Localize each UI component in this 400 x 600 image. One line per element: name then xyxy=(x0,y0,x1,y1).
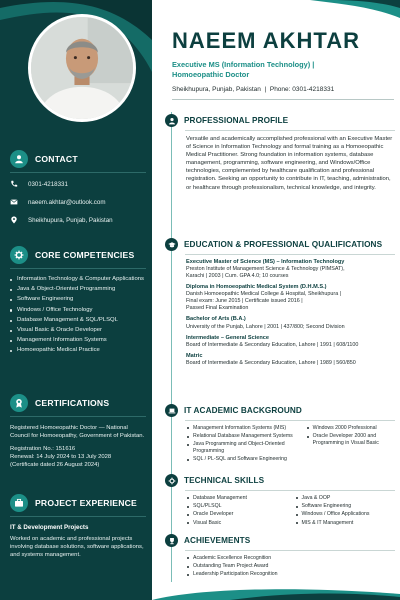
achievements-title: ACHIEVEMENTS xyxy=(184,536,251,545)
list-item: Software Engineering xyxy=(10,296,146,304)
divider xyxy=(185,130,395,131)
list-item: Oracle Developer xyxy=(186,511,287,518)
list-item: Visual Basic xyxy=(186,520,287,527)
location-pin-icon xyxy=(10,216,18,224)
graduation-cap-icon xyxy=(165,238,178,251)
education-item xyxy=(186,259,395,280)
profile-title: PROFESSIONAL PROFILE xyxy=(184,116,289,125)
header-contact-line xyxy=(172,86,334,93)
list-item: Visual Basic & Oracle Developer xyxy=(10,327,146,335)
education-section xyxy=(165,238,395,371)
education-item xyxy=(186,316,395,330)
list-item: Academic Excellence Recognition xyxy=(186,555,395,562)
certificate-date: (Certificate dated 26 August 2024) xyxy=(10,462,100,468)
title-line: Homoeopathic Doctor xyxy=(172,70,250,79)
list-item: MIS & IT Management xyxy=(295,520,396,527)
header-phone: Phone: 0301-4218331 xyxy=(269,86,335,93)
list-item: Homoeopathic Medical Practice xyxy=(10,347,146,355)
gear-icon xyxy=(165,474,178,487)
skills-section xyxy=(165,474,395,528)
list-item: Windows / Office Technology xyxy=(10,307,146,315)
laptop-icon xyxy=(165,404,178,417)
it-background-section xyxy=(165,404,395,464)
list-item: Windows / Office Applications xyxy=(295,511,396,518)
list-item: SQL/PLSQL xyxy=(186,503,287,510)
list-item: Java Programming and Object-Oriented Programming xyxy=(186,441,298,454)
certifications-title: CERTIFICATIONS xyxy=(35,398,110,408)
degree-details: Board of Intermediate & Secondary Education, Lahore | 1989 | 560/850 xyxy=(186,360,356,367)
degree-details: Danish Homoeopathic Medical College & Hospital, Sheikhupura | xyxy=(186,291,342,298)
skills-list-left xyxy=(186,495,287,528)
candidate-name: NAEEM AKHTAR xyxy=(172,28,360,53)
education-item xyxy=(186,353,395,367)
header-separator: | xyxy=(264,86,267,93)
degree-details: Board of Intermediate & Secondary Education, Lahore | 1991 | 608/1100 xyxy=(186,341,359,348)
certifications-section xyxy=(10,394,146,469)
skills-list-right xyxy=(295,495,396,528)
divider xyxy=(185,490,395,491)
list-item: Relational Database Management Systems xyxy=(186,433,298,440)
list-item: Management Information Systems xyxy=(10,337,146,345)
degree-name: Matric xyxy=(186,352,203,359)
degree-name: Intermediate – General Science xyxy=(186,334,270,341)
header-divider xyxy=(172,99,394,100)
degree-details: Karachi | 2003 | Cum. GPA 4.0; 10 courses xyxy=(186,273,289,280)
contact-section xyxy=(10,150,146,234)
project-subtitle: IT & Development Projects xyxy=(10,524,89,531)
education-item xyxy=(186,335,395,349)
renewal-period: Renewal: 14 July 2024 to 13 July 2028 xyxy=(10,454,112,460)
contact-email-text: naeem.akhtar@outlook.com xyxy=(28,198,106,206)
user-icon xyxy=(165,114,178,127)
project-title: PROJECT EXPERIENCE xyxy=(35,498,137,508)
divider xyxy=(185,550,395,551)
list-item: Windows 2000 Professional xyxy=(306,425,395,432)
project-text: Worked on academic and professional projects involving database solutions, software applications, and systems management. xyxy=(10,536,144,558)
divider xyxy=(185,254,395,255)
gear-icon xyxy=(10,246,28,264)
competencies-list xyxy=(10,276,146,355)
degree-details: Final exam: June 2015 | Certificate issued 2016 | xyxy=(186,298,303,305)
candidate-title xyxy=(172,60,372,80)
award-icon xyxy=(10,394,28,412)
divider xyxy=(10,268,146,269)
mail-icon xyxy=(10,198,18,206)
list-item: Database Management & SQL/PLSQL xyxy=(10,317,146,325)
phone-icon xyxy=(10,180,18,188)
project-section xyxy=(10,494,146,559)
list-item: Information Technology & Computer Applications xyxy=(10,276,146,284)
degree-details: Passed Final Examination xyxy=(186,305,249,312)
profile-section xyxy=(165,114,395,192)
contact-title: CONTACT xyxy=(35,154,78,164)
main-content xyxy=(152,0,400,600)
competencies-section xyxy=(10,246,146,358)
profile-photo xyxy=(28,14,136,122)
list-item: Java & Object-Oriented Programming xyxy=(10,286,146,294)
degree-details: University of the Punjab, Lahore | 2001 | 437/800; Second Division xyxy=(186,323,345,330)
sidebar xyxy=(0,0,152,600)
profile-text: Versatile and academically accomplished professional with an Executive Master of Science in Information Technology and formal training as a Homoeopathic Medical Practitioner. Strong foundation in information systems, database management, programming, software engineering, and Windows/Office technologies, complemented by healthcare qualification and professional registration. Seeking an opportunity to contribute in IT, teaching, administration, or healthcare through professionalism, technical knowledge, and integrity. xyxy=(186,136,393,191)
divider xyxy=(10,516,146,517)
list-item: Database Management xyxy=(186,495,287,502)
skills-title: TECHNICAL SKILLS xyxy=(184,476,265,485)
list-item: Management Information Systems (MIS) xyxy=(186,425,298,432)
list-item: Software Engineering xyxy=(295,503,396,510)
contact-phone[interactable] xyxy=(10,180,146,188)
it-background-list-right xyxy=(306,425,395,464)
briefcase-icon xyxy=(10,494,28,512)
registration-number: Registration No.: 151616 xyxy=(10,446,76,452)
header-location: Sheikhupura, Punjab, Pakistan xyxy=(172,86,261,93)
degree-name: Executive Master of Science (MS) – Information Technology xyxy=(186,259,345,265)
degree-details: Preston Institute of Management Science & Technology (PIMSAT), xyxy=(186,266,345,273)
education-title: EDUCATION & PROFESSIONAL QUALIFICATIONS xyxy=(184,240,383,249)
it-background-title: IT ACADEMIC BACKGROUND xyxy=(184,406,302,415)
education-item xyxy=(186,284,395,312)
list-item: Outstanding Team Project Award xyxy=(186,563,395,570)
divider xyxy=(185,420,395,421)
list-item: Java & OOP xyxy=(295,495,396,502)
competencies-title: CORE COMPETENCIES xyxy=(35,250,135,260)
degree-name: Diploma in Homoeopathic Medical System (D.H.M.S.) xyxy=(186,284,327,291)
list-item: SQL / PL-SQL and Software Engineering xyxy=(186,456,298,463)
contact-location-text: Sheikhupura, Punjab, Pakistan xyxy=(28,216,113,224)
divider xyxy=(10,172,146,173)
contact-location xyxy=(10,216,146,224)
list-item: Leadership Participation Recognition xyxy=(186,571,395,578)
portrait-image xyxy=(31,17,133,119)
trophy-icon xyxy=(165,534,178,547)
header-wave-decoration xyxy=(310,0,400,24)
user-icon xyxy=(10,150,28,168)
divider xyxy=(10,416,146,417)
certification-text: Registered Homoeopathic Doctor — National Council for Homoeopathy, Government of Pakistan. xyxy=(10,425,145,439)
footer-wave-decoration xyxy=(0,584,400,600)
list-item: Oracle Developer 2000 and Programming in Visual Basic xyxy=(306,433,395,446)
contact-email[interactable] xyxy=(10,198,146,206)
achievements-section xyxy=(165,534,395,580)
degree-name: Bachelor of Arts (B.A.) xyxy=(186,316,246,323)
contact-phone-text: 0301-4218331 xyxy=(28,180,68,188)
title-line: Executive MS (Information Technology) | xyxy=(172,60,315,69)
achievements-list xyxy=(186,555,395,578)
it-background-list-left xyxy=(186,425,298,464)
